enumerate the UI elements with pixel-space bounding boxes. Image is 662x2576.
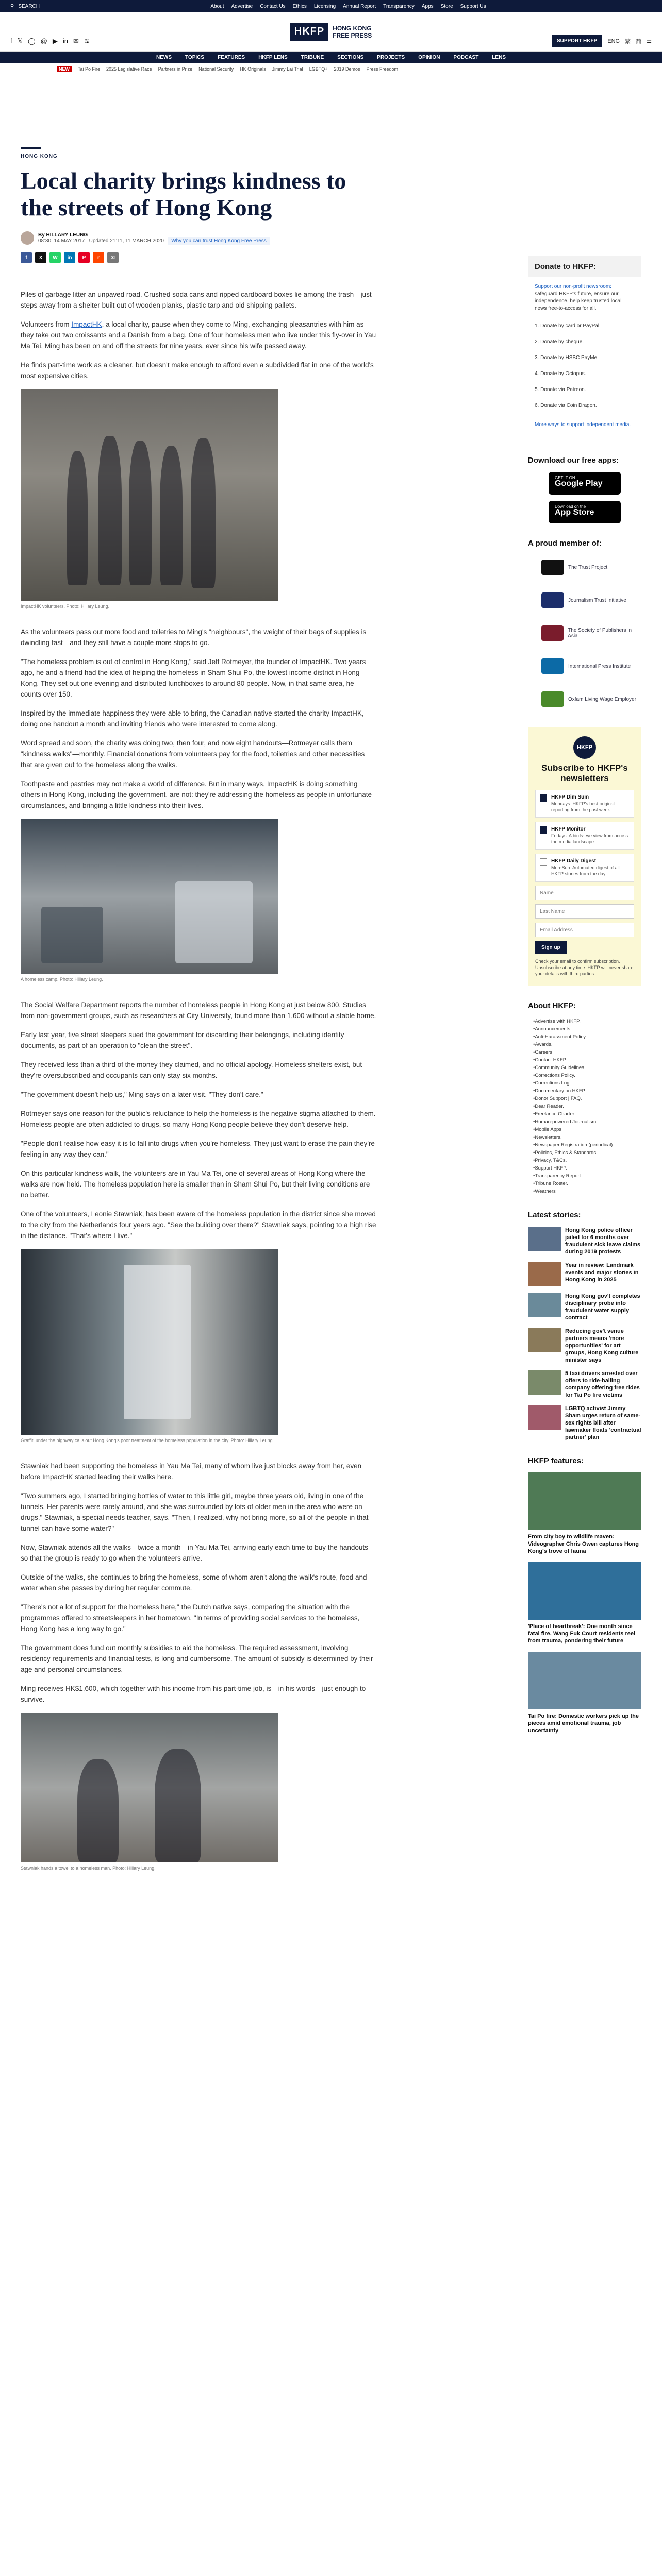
- link-advertise[interactable]: Advertise: [231, 3, 253, 9]
- article-title: Local charity brings kindness to the streets of Hong Kong: [21, 167, 346, 221]
- app-store-button[interactable]: Download on the App Store: [549, 501, 621, 523]
- about-link[interactable]: • Contact HKFP.: [533, 1056, 641, 1064]
- trending-badge: NEW: [57, 66, 72, 72]
- name-input[interactable]: [535, 886, 634, 900]
- about-link[interactable]: • Corrections Log.: [533, 1079, 641, 1087]
- nav-tribune[interactable]: TRIBUNE: [301, 54, 324, 60]
- instagram-icon[interactable]: ◯: [28, 37, 36, 45]
- link-apps[interactable]: Apps: [421, 3, 434, 9]
- about-list: [528, 1018, 641, 1195]
- paragraph: "There's not a lot of support for the homeless here," the Dutch native says, comparing the situation with the programmes offered to streetsleepers in her hometown. "In terms of providing social services to the homeless, Hong Kong has a long way to go.": [21, 1603, 360, 1633]
- paragraph: They received less than a third of the money they claimed, and no official apology. Homeless shelters exist, but they're oversubscribed and occupants can only stay six months.: [21, 1061, 362, 1079]
- donate-support-link[interactable]: Support our non-profit newsroom:: [535, 284, 611, 290]
- author-avatar: [21, 231, 34, 245]
- link-transparency[interactable]: Transparency: [383, 3, 415, 9]
- member-logo[interactable]: The Trust Project: [528, 555, 641, 580]
- member-logo[interactable]: The Society of Publishers in Asia: [528, 621, 641, 646]
- list-item[interactable]: Reducing gov't venue partners means 'more opportunities' for art groups, Hong Kong culture minister says: [528, 1328, 641, 1364]
- article: [21, 75, 376, 1888]
- paragraph: Outside of the walks, she continues to bring the homeless, some of whom aren't along the walk's route, food and water when she passes by during her regular commute.: [21, 1573, 367, 1592]
- paragraph: Early last year, five street sleepers sued the government for discarding their belongings, including identity documents, as part of an operation to "clean the street".: [21, 1031, 344, 1049]
- email-icon[interactable]: ✉: [73, 37, 79, 45]
- about-link[interactable]: • Advertise with HKFP.: [533, 1018, 641, 1025]
- member-logo[interactable]: International Press Institute: [528, 654, 641, 679]
- photo-caption: A homeless camp. Photo: Hillary Leung.: [21, 977, 103, 982]
- twitter-icon[interactable]: 𝕏: [17, 37, 23, 45]
- paragraph: Now, Stawniak attends all the walks—twice a month—in Yau Ma Tei, arriving early each time to buy the handouts so that the group is ready to go when the volunteers arrive.: [21, 1544, 368, 1562]
- about-link[interactable]: • Mobile Apps.: [533, 1126, 641, 1133]
- lang-eng[interactable]: ENG: [607, 38, 620, 44]
- share-pinterest-icon[interactable]: P: [78, 252, 90, 263]
- newsletter-title: Subscribe to HKFP's newsletters: [541, 763, 628, 783]
- about-link[interactable]: • Weathers: [533, 1188, 641, 1195]
- link-contact[interactable]: Contact Us: [260, 3, 286, 9]
- about-link[interactable]: • Announcements.: [533, 1025, 641, 1033]
- share-x-icon[interactable]: X: [35, 252, 46, 263]
- impacthk-link[interactable]: ImpactHK: [71, 320, 102, 328]
- updated-date: Updated 21:11, 11 MARCH 2020: [89, 238, 164, 244]
- search-icon[interactable]: ⚲: [10, 3, 14, 9]
- trend-item[interactable]: 2019 Demos: [334, 66, 360, 72]
- donate-option[interactable]: 1. Donate by card or PayPal.: [535, 318, 635, 334]
- photo-caption: Stawniak hands a towel to a homeless man. Photo: Hillary Leung.: [21, 1866, 156, 1871]
- donate-option[interactable]: 4. Donate by Octopus.: [535, 366, 635, 382]
- about-link[interactable]: • Careers.: [533, 1048, 641, 1056]
- paragraph: "The homeless problem is out of control in Hong Kong," said Jeff Rotmeyer, the founder of ImpactHK. Two years ago, he and a friend had the idea of helping the homeless in Sham Shui Po, the lowest income district in Hong Kong. They set out one evening and distributed lunchboxes to around 80 people. Now, in that same area, he counts over 150.: [21, 658, 366, 698]
- newsletter-option[interactable]: HKFP Dim Sum Mondays: HKFP's best original reporting from the past week.: [535, 790, 634, 818]
- about-title: About HKFP:: [528, 1002, 576, 1010]
- logo-mark: HKFP: [290, 23, 328, 41]
- link-annual-report[interactable]: Annual Report: [343, 3, 376, 9]
- logo-line-2: FREE PRESS: [333, 31, 372, 39]
- paragraph: The government does fund out monthly subsidies to aid the homeless. The required assessment, involving residency requirements and financial tests, is long and cumbersome. The amount of subsidy is determined by their age and personal circumstances.: [21, 1644, 373, 1673]
- share-facebook-icon[interactable]: f: [21, 252, 32, 263]
- trend-item[interactable]: Jimmy Lai Trial: [272, 66, 303, 72]
- link-store[interactable]: Store: [440, 3, 453, 9]
- rss-icon[interactable]: ≋: [84, 37, 90, 45]
- about-link[interactable]: • Documentary on HKFP.: [533, 1087, 641, 1095]
- paragraph: "Two summers ago, I started bringing bottles of water to this little girl, maybe three years old, living in one of the tunnels. Her parents were rarely around, and she was surrounded by lots of older men in the area who were on drugs." Stawniak, a special needs teacher, says. "Then, I realized, why not bring more, so all of the people in that tunnel can have some water?": [21, 1492, 369, 1532]
- email-input[interactable]: [535, 923, 634, 937]
- linkedin-icon[interactable]: in: [62, 37, 68, 45]
- about-link[interactable]: • Dear Reader.: [533, 1103, 641, 1110]
- about-section: [528, 1002, 641, 1195]
- member-title: A proud member of:: [528, 539, 602, 548]
- latest-stories: [528, 1211, 641, 1441]
- trend-item[interactable]: Tai Po Fire: [78, 66, 101, 72]
- threads-icon[interactable]: @: [40, 37, 47, 45]
- trend-item[interactable]: Partners in Prize: [158, 66, 193, 72]
- homeless-camp-photo: [21, 819, 278, 974]
- last-name-input[interactable]: [535, 904, 634, 919]
- donate-option[interactable]: 6. Donate via Coin Dragon.: [535, 398, 635, 414]
- paragraph: Piles of garbage litter an unpaved road. Crushed soda cans and ripped cardboard boxes lie among the trash—just steps away from a shelter built out of wooden planks, plastic tarp and old shipping pallets.: [21, 291, 372, 309]
- trust-link[interactable]: Why you can trust Hong Kong Free Press: [168, 237, 270, 245]
- towel-handout-photo: [21, 1713, 278, 1862]
- checkbox[interactable]: [540, 858, 547, 866]
- article-category[interactable]: HONG KONG: [21, 154, 58, 159]
- main-nav: [0, 52, 662, 63]
- trend-item[interactable]: Press Freedom: [366, 66, 399, 72]
- share-linkedin-icon[interactable]: in: [64, 252, 75, 263]
- paragraph: Word spread and soon, the charity was doing two, then four, and now eight handouts—Rotmeyer calls them "kindness walks"—monthly. Financial donations from volunteers pay for the food, toiletries and other necessities that are given out to the homeless along the walks.: [21, 739, 365, 769]
- support-hkfp-button[interactable]: SUPPORT HKFP: [552, 35, 602, 47]
- feature-item[interactable]: Tai Po fire: Domestic workers pick up the pieces amid emotional trauma, job uncertainty: [528, 1652, 641, 1734]
- about-link[interactable]: • Newsletters.: [533, 1133, 641, 1141]
- paragraph: Inspired by the immediate happiness they were able to bring, the Canadian native started the charity ImpactHK, doing one handout a month and inviting friends who were interested to come along.: [21, 709, 364, 728]
- share-bar: [21, 252, 376, 263]
- list-item[interactable]: 5 taxi drivers arrested over offers to ride-hailing company offering free rides for Tai Po fire victims: [528, 1370, 641, 1399]
- nav-features[interactable]: FEATURES: [218, 54, 245, 60]
- photo-caption: ImpactHK volunteers. Photo: Hillary Leung.: [21, 604, 110, 609]
- nav-topics[interactable]: TOPICS: [185, 54, 205, 60]
- social-icons: [10, 37, 90, 45]
- sign-up-button[interactable]: Sign up: [535, 941, 567, 954]
- paragraph: Toothpaste and pastries may not make a world of difference. But in many ways, ImpactHK is doing something others in Hong Kong, including the government, are not: they're addressing the homeless as people in unfortunate circumstances, and bringing a little kindness into their lives.: [21, 780, 372, 809]
- feature-item[interactable]: From city boy to wildlife maven: Videographer Chris Owen captures Hong Kong's trove of fauna: [528, 1472, 641, 1555]
- trend-item[interactable]: National Security: [198, 66, 234, 72]
- feature-item[interactable]: 'Place of heartbreak': One month since fatal fire, Wang Fuk Court residents reel from trauma, pondering their future: [528, 1562, 641, 1645]
- donate-title: Donate to HKFP:: [528, 256, 641, 277]
- about-link[interactable]: • Donor Support | FAQ.: [533, 1095, 641, 1103]
- menu-icon[interactable]: ☰: [647, 38, 652, 44]
- publish-date: 08:30, 14 MAY 2017: [38, 238, 85, 244]
- paragraph: Volunteers from ImpactHK, a local charity, pause when they come to Ming, exchanging pleasantries with him as they take out two croissants and a Danish from a bag. One of four homeless men who live under this fly-over in Yau Ma Tei, Ming has been on and off the streets for nine years, ever since his wife passed away.: [21, 320, 376, 350]
- author-name[interactable]: By HILLARY LEUNG: [38, 232, 88, 238]
- paragraph: As the volunteers pass out more food and toiletries to Ming's "neighbours", the weight of their bags of supplies is dwindling fast—and they still have a couple more stops to go.: [21, 628, 367, 647]
- trending-bar: [0, 63, 662, 75]
- youtube-icon[interactable]: ▶: [52, 37, 58, 45]
- features-section: [528, 1456, 641, 1734]
- link-licensing[interactable]: Licensing: [313, 3, 336, 9]
- graffiti-photo: [21, 1249, 278, 1435]
- logo-line-1: HONG KONG: [333, 24, 372, 32]
- nav-sections[interactable]: SECTIONS: [337, 54, 364, 60]
- nav-hkfp-lens[interactable]: HKFP LENS: [258, 54, 288, 60]
- about-link[interactable]: • Community Guidelines.: [533, 1064, 641, 1072]
- masthead: [0, 12, 662, 52]
- donate-box: Donate to HKFP: Support our non-profit newsroom: safeguard HKFP's future, ensure our independence, help keep trusted local news free-to-access for all. 1. Donate by card or PayPal. 2. Donate by cheque. 3. Donate by HSBC PayMe. 4. Donate by Octopus. 5. Donate via Patreon. 6. Donate via Coin Dragon. More ways to support independent media.: [528, 256, 641, 435]
- facebook-icon[interactable]: f: [10, 37, 12, 45]
- top-utility-bar: [0, 0, 662, 12]
- paragraph: One of the volunteers, Leonie Stawniak, has been aware of the homeless population in the district since she moved to the city from the Netherlands four years ago. "See the building over there?" Stawniak says, pointing to a high rise in the distance. "That's where I live.": [21, 1210, 376, 1240]
- about-link[interactable]: • Tribune Roster.: [533, 1180, 641, 1188]
- paragraph: On this particular kindness walk, the volunteers are in Yau Ma Tei, one of several areas of Hong Kong where the walks are now held. The homeless population here is smaller than in Sham Shui Po, but their living conditions are no better.: [21, 1170, 370, 1199]
- trend-item[interactable]: LGBTQ+: [309, 66, 328, 72]
- list-item[interactable]: Hong Kong gov't completes disciplinary probe into fraudulent water supply contract: [528, 1293, 641, 1321]
- newsletter-option[interactable]: HKFP Monitor Fridays: A birds-eye view from across the media landscape.: [535, 822, 634, 850]
- trend-item[interactable]: HK Originals: [240, 66, 266, 72]
- sidebar: [528, 75, 641, 1888]
- link-support[interactable]: Support Us: [460, 3, 486, 9]
- latest-title: Latest stories:: [528, 1211, 581, 1219]
- search-link[interactable]: SEARCH: [18, 3, 40, 9]
- list-item[interactable]: Hong Kong police officer jailed for 6 months over fraudulent sick leave claims during 2019 protests: [528, 1227, 641, 1256]
- paragraph: The Social Welfare Department reports the number of homeless people in Hong Kong at just below 800. Studies from non-government groups, such as researchers at City University, found more than 1,600 without a stable home.: [21, 1001, 376, 1020]
- link-ethics[interactable]: Ethics: [292, 3, 307, 9]
- share-whatsapp-icon[interactable]: W: [49, 252, 61, 263]
- paragraph: "The government doesn't help us," Ming says on a later visit. "They don't care.": [21, 1091, 263, 1098]
- donate-option[interactable]: 3. Donate by HSBC PayMe.: [535, 350, 635, 366]
- about-link[interactable]: • Human-powered Journalism.: [533, 1118, 641, 1126]
- about-link[interactable]: • Freelance Charter.: [533, 1110, 641, 1118]
- about-link[interactable]: • Policies, Ethics & Standards.: [533, 1149, 641, 1157]
- nav-news[interactable]: NEWS: [156, 54, 172, 60]
- nav-podcast[interactable]: PODCAST: [453, 54, 479, 60]
- volunteers-photo: [21, 389, 278, 601]
- more-ways-link[interactable]: More ways to support independent media.: [535, 422, 631, 428]
- donate-option[interactable]: 5. Donate via Patreon.: [535, 382, 635, 398]
- paragraph: Ming receives HK$1,600, which together with his income from his part-time job, is—in his words—just enough to survive.: [21, 1685, 366, 1703]
- about-link[interactable]: • Newspaper Registration (periodical).: [533, 1141, 641, 1149]
- list-item[interactable]: Year in review: Landmark events and major stories in Hong Kong in 2025: [528, 1262, 641, 1286]
- newsletter-logo: HKFP: [573, 736, 596, 759]
- donate-option[interactable]: 2. Donate by cheque.: [535, 334, 635, 350]
- checkbox[interactable]: [540, 794, 547, 802]
- paragraph: He finds part-time work as a cleaner, but doesn't make enough to afford even a subdivided flat in one of the world's most expensive cities.: [21, 361, 374, 380]
- utility-links: [210, 4, 486, 9]
- lang-trad[interactable]: 繁: [625, 38, 631, 45]
- about-link[interactable]: • Corrections Policy.: [533, 1072, 641, 1079]
- site-logo[interactable]: [290, 23, 372, 41]
- paragraph: "People don't realise how easy it is to fall into drugs when you're homeless. They just want to erase the pain they're feeling in any way they can.": [21, 1140, 375, 1158]
- about-link[interactable]: • Transparency Report.: [533, 1172, 641, 1180]
- nav-opinion[interactable]: OPINION: [418, 54, 440, 60]
- member-logo[interactable]: Oxfam Living Wage Employer: [528, 687, 641, 711]
- member-logo[interactable]: Journalism Trust Initiative: [528, 588, 641, 613]
- newsletter-note: Check your email to confirm subscription. Unsubscribe at any time. HKFP will never share your details with third parties.: [535, 959, 634, 976]
- link-about[interactable]: About: [210, 3, 224, 9]
- nav-lens[interactable]: LENS: [492, 54, 506, 60]
- about-link[interactable]: • Anti-Harassment Policy.: [533, 1033, 641, 1041]
- list-item[interactable]: LGBTQ activist Jimmy Sham urges return of same-sex rights bill after lawmaker floats 'contractual partner' plan: [528, 1405, 641, 1441]
- trend-item[interactable]: 2025 Legislative Race: [106, 66, 152, 72]
- byline: [21, 231, 376, 245]
- newsletter-box: [528, 727, 641, 986]
- about-link[interactable]: • Awards.: [533, 1041, 641, 1048]
- lang-simp[interactable]: 简: [636, 38, 642, 45]
- share-email-icon[interactable]: ✉: [107, 252, 119, 263]
- about-link[interactable]: • Privacy, T&Cs.: [533, 1157, 641, 1164]
- checkbox[interactable]: [540, 826, 547, 834]
- newsletter-option[interactable]: HKFP Daily Digest Mon-Sun: Automated digest of all HKFP stories from the day.: [535, 854, 634, 882]
- apps-title: Download our free apps:: [528, 456, 619, 465]
- google-play-button[interactable]: GET IT ON Google Play: [549, 472, 621, 495]
- share-reddit-icon[interactable]: r: [93, 252, 104, 263]
- nav-projects[interactable]: PROJECTS: [377, 54, 405, 60]
- photo-caption: Graffiti under the highway calls out Hong Kong's poor treatment of the homeless population in the city. Photo: Hillary Leung.: [21, 1438, 274, 1443]
- paragraph: Rotmeyer says one reason for the public's reluctance to help the homeless is the negative stigma attached to them. Homeless people are often addicted to drugs, so many Hong Kong people believe they don't deserve help.: [21, 1110, 376, 1128]
- features-title: HKFP features:: [528, 1456, 584, 1465]
- paragraph: Stawniak had been supporting the homeless in Yau Ma Tei, many of whom live just blocks away from her, even before ImpactHK started leading their walks here.: [21, 1462, 362, 1481]
- about-link[interactable]: • Support HKFP.: [533, 1164, 641, 1172]
- category-rule: [21, 147, 41, 149]
